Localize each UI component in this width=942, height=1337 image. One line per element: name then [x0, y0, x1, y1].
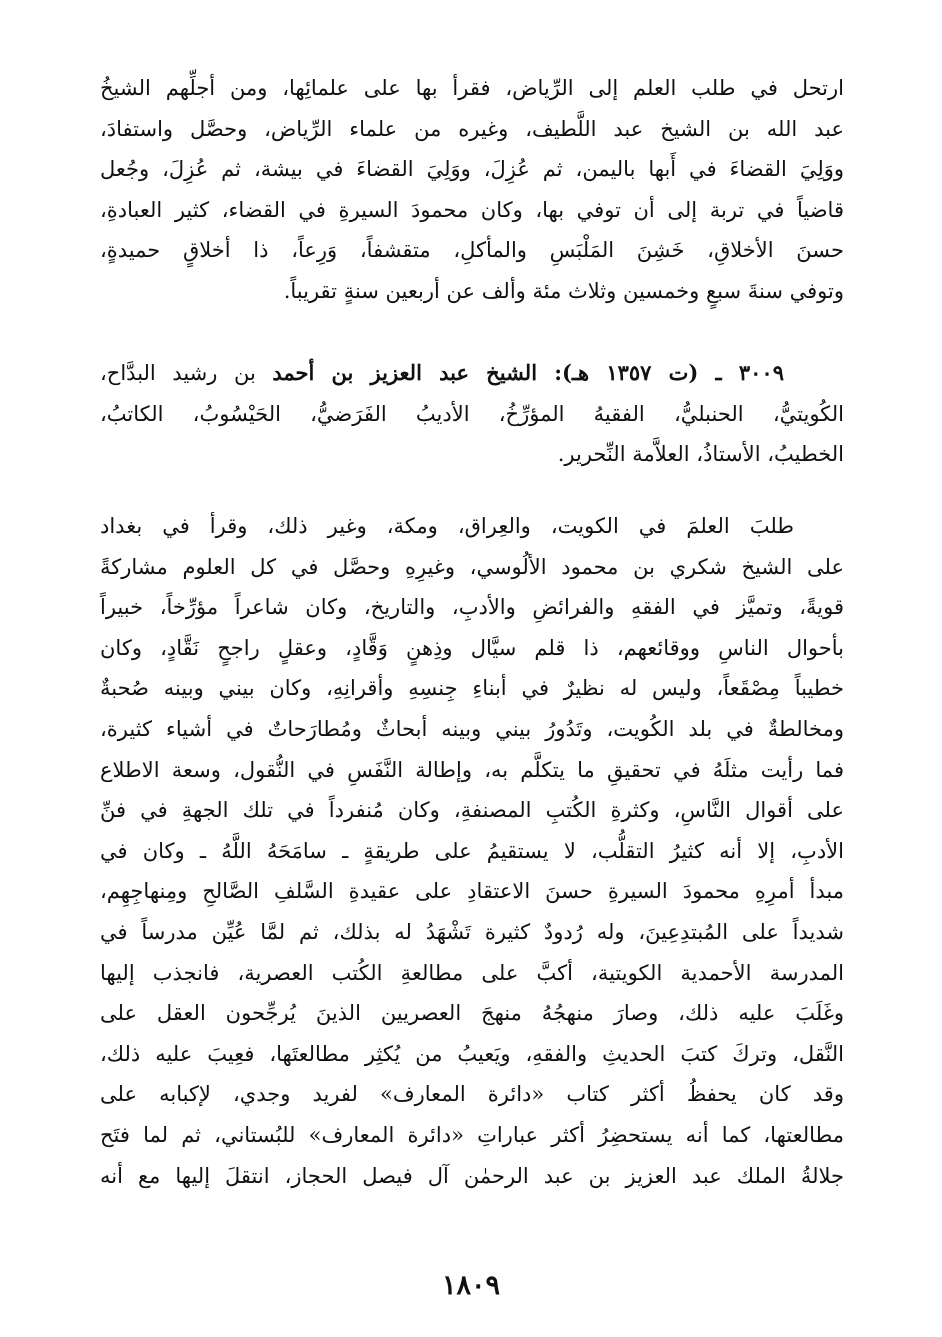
text-line: مبدأ أمرِهِ محمودَ السيرةِ حسنَ الاعتقادِ على عقيدةِ السَّلفِ الصَّالحِ ومِنهاجِهِم،: [100, 879, 844, 904]
entry-number-and-name: ٣٠٠٩ ـ (ت ١٣٥٧ هـ): الشيخ عبد العزيز بن أحمد: [272, 360, 784, 385]
page-number: ١٨٠٩: [441, 1270, 500, 1301]
text-line: فما رأيت مثلَهُ في تحقيقِ ما يتكلَّم به، وإطالة النَّفَسِ في النُّقول، وسعة الاطلاع: [100, 757, 844, 782]
text-line: طلبَ العلمَ في الكويت، والعِراق، ومكة، وغير ذلك، وقرأ في بغداد: [100, 514, 794, 538]
text-line: ووَلِيَ القضاءَ في أَبها باليمن، ثم عُزِلَ، ووَلِيَ القضاءَ في بيشة، ثم عُزِلَ، وجُعل: [100, 157, 844, 182]
text-line: بأحوال الناسِ ووقائعهم، ذا قلم سيَّال وذِهنٍ وَقَّادٍ، وعقلٍ راجحٍ نَقَّادٍ، وكان: [100, 635, 844, 660]
text-line: حسنَ الأخلاقِ، خَشِنَ المَلْبَسِ والمأكلِ، متقشفاً، وَرِعاً، ذا أخلاقٍ حميدةٍ،: [100, 238, 844, 263]
text-line: ومخالطةٌ في بلد الكُويت، وتَدُورُ بيني وبينه أبحاثٌ ومُطارَحاتٌ في أشياء كثيرة،: [100, 716, 844, 741]
text-line: عبد الله بن الشيخ عبد اللَّطيف، وغيره من علماء الرِّياض، وحصَّل واستفادَ،: [100, 116, 845, 141]
entry-heading: [100, 353, 844, 475]
text-line: النَّقل، وتركَ كتبَ الحديثِ والفقهِ، ويَعيبُ من يُكثِر مطالعتَها، فعِيبَ عليه ذلك،: [100, 1041, 844, 1066]
entry-heading-line: الخطيبُ، الأستاذُ، العلاَّمة النِّحرير.: [557, 442, 844, 467]
text-line: المدرسة الأحمدية الكويتية، أكبَّ على مطالعةِ الكُتب العصرية، فانجذب إليها: [100, 960, 844, 985]
text-line: قويةً، وتميَّز في الفقهِ والفرائضِ والأدبِ، والتاريخ، وكان شاعراً مؤرِّخاً، خبيراً: [100, 595, 844, 620]
entry-name-continuation: بن رشيد البدَّاح،: [100, 361, 273, 385]
text-line: على أقوال النَّاسِ، وكثرةِ الكُتبِ المصنفةِ، وكان مُنفرداً في تلك الجهةِ في فنِّ: [100, 798, 844, 823]
paragraph-biography-body: [100, 506, 844, 1196]
text-line: قاضياً في تربة إلى أن توفي بها، وكان محمودَ السيرةِ في القضاء، كثير العبادةِ،: [100, 197, 844, 222]
text-line: وتوفي سنةَ سبعٍ وخمسين وثلاث مئة وألف عن أربعين سنةٍ تقريباً.: [283, 278, 844, 303]
text-line: خطيباً مِصْقَعاً، وليس له نظيرٌ في أبناءِ جِنسِهِ وأقرانِهِ، وكان بيني وبينه صُحبةٌ: [100, 676, 844, 701]
text-line: وغَلَبَ عليه ذلك، وصارَ منهجُهُ منهجَ العصريين الذينَ يُرجِّحون العقل على: [100, 1001, 844, 1026]
entry-heading-line: الكُويتيُّ، الحنبليُّ، الفقيهُ المؤرِّخُ، الأديبُ الفَرَضيُّ، الحَيْسُوبُ، الكاتبُ،: [100, 401, 844, 426]
text-line: على الشيخ شكري بن محمود الألُوسي، وغيرِهِ وحصَّل في كل العلوم مشاركةً: [100, 554, 844, 579]
text-line: وقد كان يحفظُ أكثر كتاب «دائرة المعارف» لفريد وجدي، لإكبابه على: [100, 1082, 844, 1107]
text-line: الأدبِ، إلا أنه كثيرُ التقلُّب، لا يستقيمُ على طريقةٍ ـ سامَحَهُ اللَّهُ ـ وكان في: [100, 838, 844, 863]
entry-heading-line: [100, 353, 844, 394]
text-line: مطالعتها، كما أنه يستحضِرُ أكثر عباراتِ «دائرة المعارف» للبُستاني، ثم لما فتَح: [100, 1122, 844, 1147]
paragraph-previous-biography: [100, 68, 844, 312]
text-line: شديداً على المُبتدِعِينَ، وله رُدودٌ كثيرة تَشْهَدُ له بذلك، ثم لمَّا عُيِّن مدرساً في: [100, 919, 844, 944]
text-line: ارتحل في طلب العلم إلى الرِّياض، فقرأ بها على علمائِها، ومن أجلِّهم الشيخُ: [100, 76, 844, 100]
text-line: جلالةُ الملك عبد العزيز بن عبد الرحمٰن آل فيصل الحجاز، انتقلَ إليها مع أنه: [100, 1163, 844, 1188]
